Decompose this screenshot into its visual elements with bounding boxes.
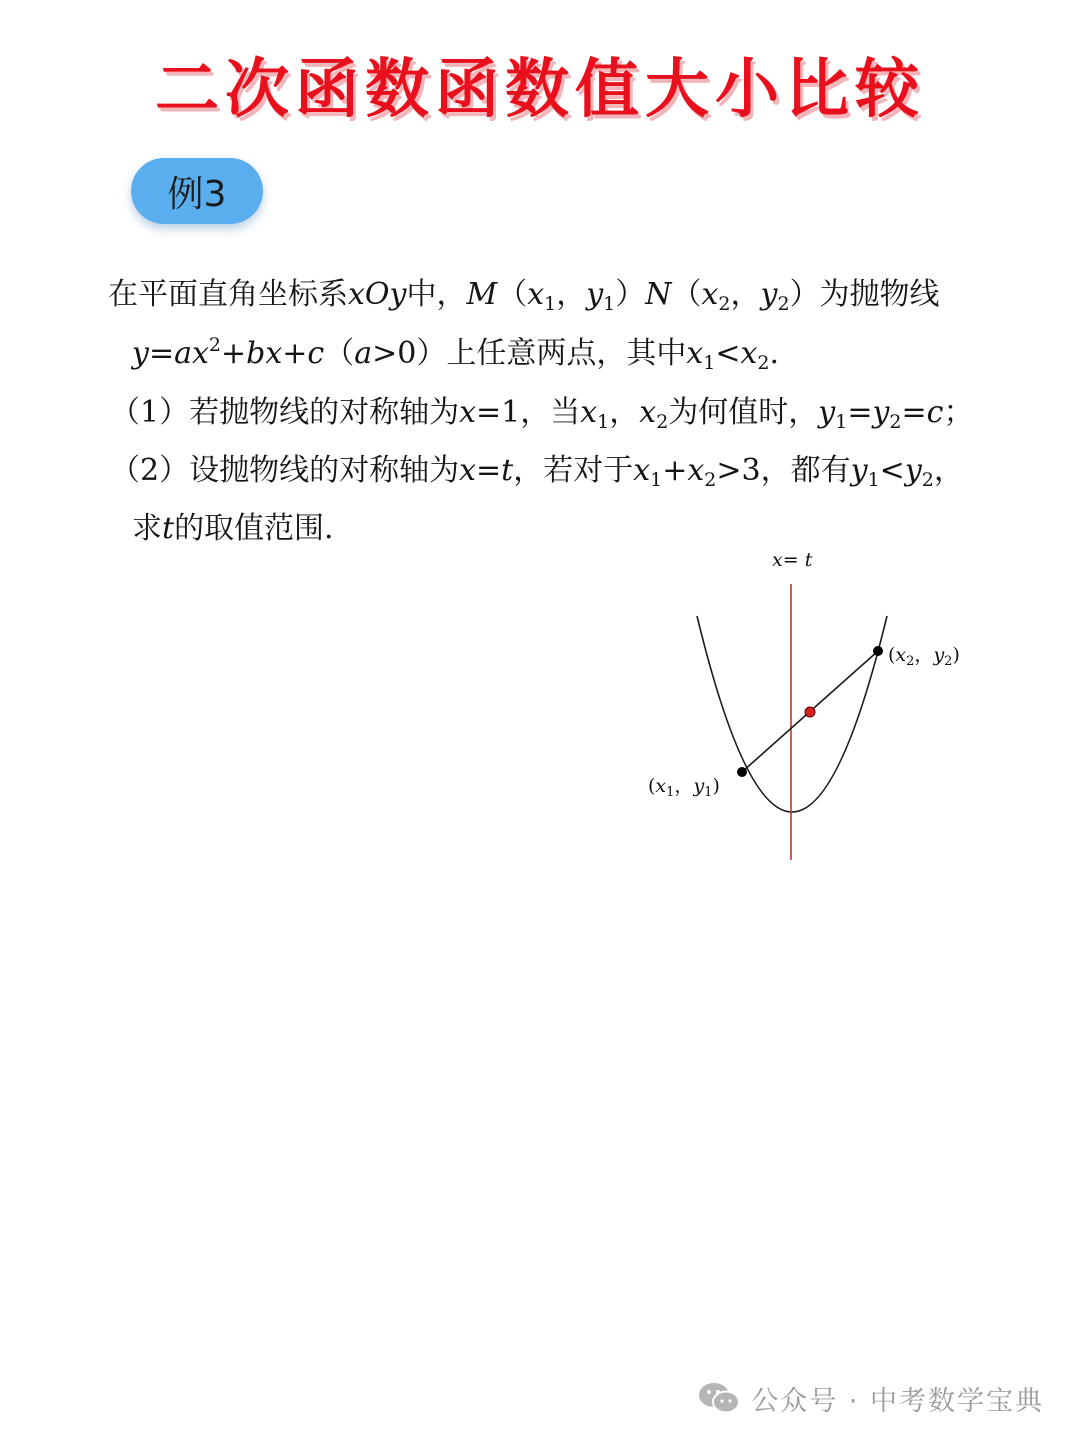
axis-label: x= t xyxy=(772,549,813,571)
parabola-diagram xyxy=(630,540,990,880)
problem-line-1: 在平面直角坐标系xOy中，$M(x_1$，$y_1)N(x_2$，$y_2$）为抛物线 xyxy=(108,277,940,315)
question-2-continued: 求t的取值范围. xyxy=(132,511,334,546)
midpoint-dot xyxy=(805,707,815,717)
watermark-text: 公众号 · 中考数学宝典 xyxy=(751,1385,1044,1417)
point-2-label: ($x_2$，$y_2$) xyxy=(888,644,960,669)
parabola-figure xyxy=(630,540,990,880)
question-1: （1）若抛物线的对称轴为x=1，当$x_1$，$x_2$为何值时，$y_1=y_2=c$； xyxy=(110,395,974,433)
point-2-dot xyxy=(873,646,883,656)
problem-line-2: $y=ax^2+bx+c(a>0)$上任意两点，其中$x_1<x_2$. xyxy=(132,334,780,374)
watermark xyxy=(697,1376,1044,1420)
point-1-label: ($x_1$，$y_1$) xyxy=(648,775,720,800)
point-1-dot xyxy=(737,767,747,777)
wechat-icon xyxy=(697,1380,741,1416)
question-2: （2）设抛物线的对称轴为x=t，若对于$x_1+x_2>3$，都有$y_1<y_2$， xyxy=(110,453,964,491)
page-title: 二次函数函数值大小比较 xyxy=(155,53,925,127)
example-badge: 例3 xyxy=(131,158,263,224)
parabola-curve xyxy=(697,616,887,812)
